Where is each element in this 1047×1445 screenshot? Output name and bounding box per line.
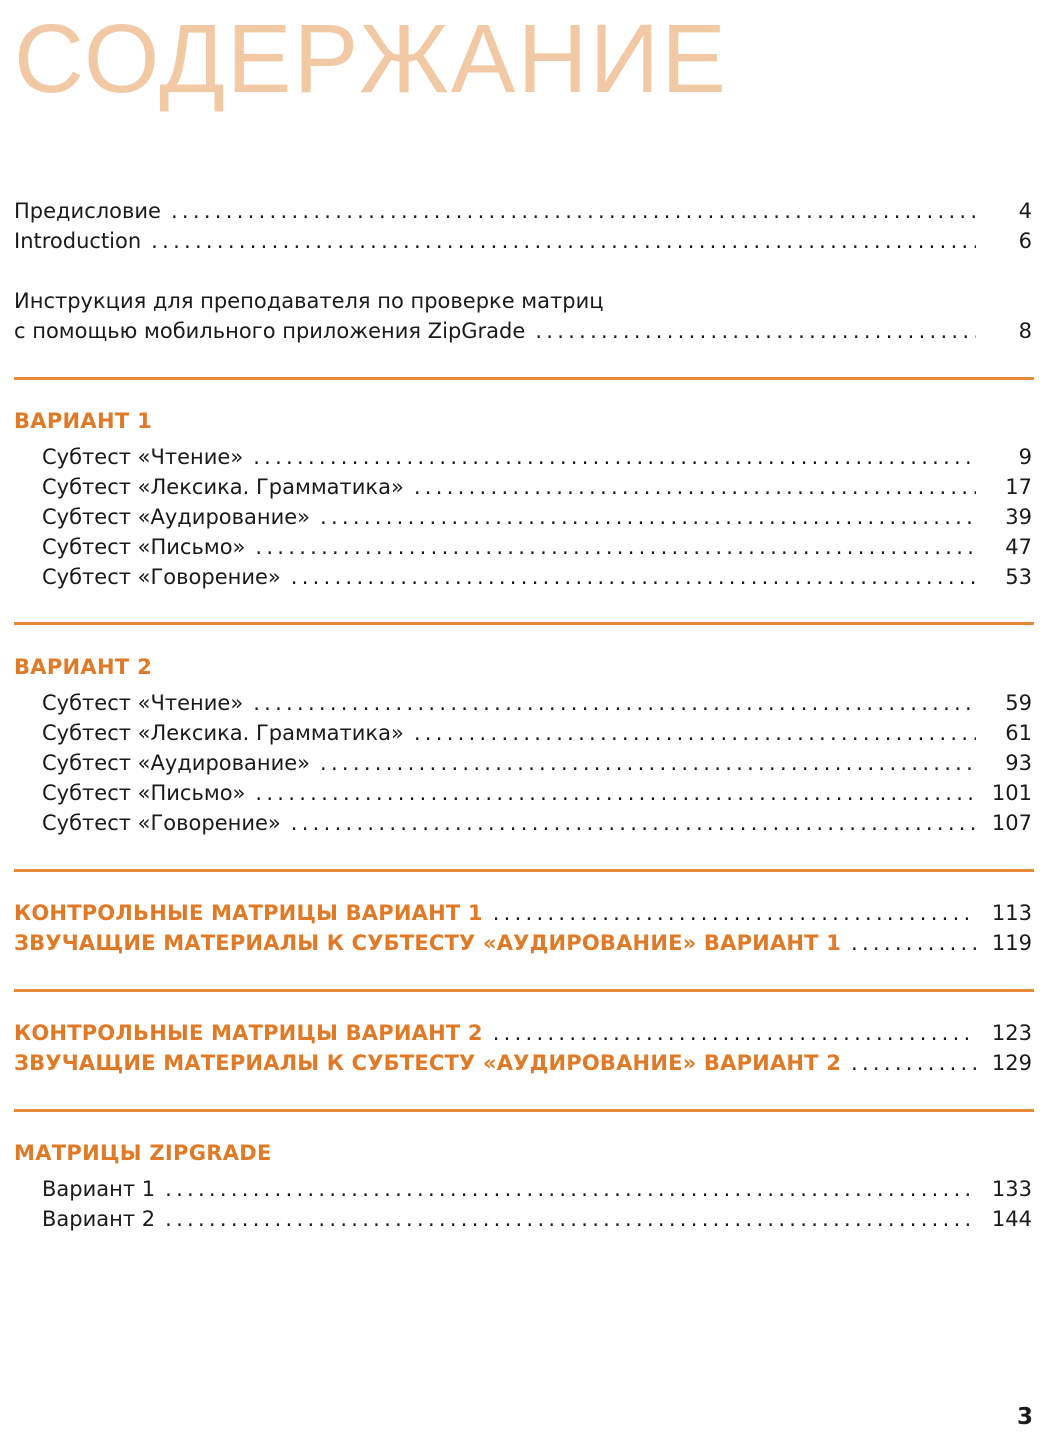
toc-entry-page: 53 — [1005, 565, 1032, 589]
toc-entry-control-matrices-v2[interactable] — [14, 1018, 1032, 1048]
dot-leader — [165, 1204, 976, 1234]
toc-entry-page: 6 — [1018, 229, 1032, 253]
toc-entry-introduction[interactable] — [14, 226, 1032, 256]
toc-entry-page: 47 — [1005, 535, 1032, 559]
toc-entry-instruction-line1: Инструкция для преподавателя по проверке матриц — [14, 289, 604, 313]
toc-entry-page: 39 — [1005, 505, 1032, 529]
toc-entry-page: 61 — [1005, 721, 1032, 745]
toc-entry-page: 133 — [991, 1177, 1032, 1201]
toc-entry-label: Субтест «Говорение» — [42, 565, 281, 589]
dot-leader — [320, 748, 976, 778]
toc-entry-label: Субтест «Аудирование» — [42, 505, 311, 529]
toc-entry-page: 144 — [991, 1207, 1032, 1231]
dot-leader — [255, 532, 976, 562]
toc-entry-page: 8 — [1018, 319, 1032, 343]
toc-entry-label: Субтест «Лексика. Грамматика» — [42, 475, 404, 499]
dot-leader — [151, 226, 976, 256]
toc-entry-label: Субтест «Чтение» — [42, 691, 244, 715]
dot-leader — [493, 898, 976, 928]
toc-entry-preface[interactable] — [14, 196, 1032, 226]
toc-entry-label: Introduction — [14, 229, 142, 253]
dot-leader — [165, 1174, 976, 1204]
section-divider — [14, 1109, 1034, 1112]
toc-entry-v2-listening[interactable] — [42, 748, 1032, 778]
dot-leader — [851, 928, 976, 958]
dot-leader — [535, 316, 976, 346]
toc-entry-audio-materials-v1[interactable] — [14, 928, 1032, 958]
toc-entry-v1-reading[interactable] — [42, 442, 1032, 472]
toc-entry-label: Субтест «Лексика. Грамматика» — [42, 721, 404, 745]
toc-entry-label: Вариант 1 — [42, 1177, 156, 1201]
section-divider — [14, 622, 1034, 625]
toc-entry-label: Субтест «Письмо» — [42, 781, 246, 805]
toc-entry-page: 113 — [991, 901, 1032, 925]
toc-entry-label: Субтест «Говорение» — [42, 811, 281, 835]
toc-entry-page: 123 — [991, 1021, 1032, 1045]
dot-leader — [493, 1018, 976, 1048]
dot-leader — [291, 808, 976, 838]
dot-leader — [253, 442, 976, 472]
toc-entry-v1-speaking[interactable] — [42, 562, 1032, 592]
dot-leader — [851, 1048, 976, 1078]
toc-entry-label: Субтест «Письмо» — [42, 535, 246, 559]
toc-entry-label: КОНТРОЛЬНЫЕ МАТРИЦЫ ВАРИАНТ 1 — [14, 901, 483, 925]
dot-leader — [320, 502, 976, 532]
toc-entry-page: 107 — [991, 811, 1032, 835]
section-divider — [14, 989, 1034, 992]
toc-entry-v2-lexis-grammar[interactable] — [42, 718, 1032, 748]
section-heading-zipgrade[interactable]: МАТРИЦЫ ZIPGRADE — [14, 1141, 272, 1165]
toc-entry-v2-speaking[interactable] — [42, 808, 1032, 838]
section-divider — [14, 869, 1034, 872]
toc-entry-page: 59 — [1005, 691, 1032, 715]
dot-leader — [291, 562, 976, 592]
toc-entry-page: 119 — [991, 931, 1032, 955]
toc-entry-v2-writing[interactable] — [42, 778, 1032, 808]
toc-entry-label: Вариант 2 — [42, 1207, 156, 1231]
page-number: 3 — [1016, 1404, 1033, 1430]
toc-entry-zipgrade-v2[interactable] — [42, 1204, 1032, 1234]
dot-leader — [253, 688, 976, 718]
toc-entry-zipgrade-v1[interactable] — [42, 1174, 1032, 1204]
toc-entry-audio-materials-v2[interactable] — [14, 1048, 1032, 1078]
toc-entry-label: ЗВУЧАЩИЕ МАТЕРИАЛЫ К СУБТЕСТУ «АУДИРОВАНИЕ» ВАРИАНТ 2 — [14, 1051, 842, 1075]
toc-entry-label: Субтест «Чтение» — [42, 445, 244, 469]
section-heading-variant-1[interactable]: ВАРИАНТ 1 — [14, 409, 153, 433]
toc-entry-label: КОНТРОЛЬНЫЕ МАТРИЦЫ ВАРИАНТ 2 — [14, 1021, 483, 1045]
section-divider — [14, 377, 1034, 380]
toc-entry-instruction[interactable] — [14, 316, 1032, 346]
dot-leader — [171, 196, 976, 226]
toc-entry-label: ЗВУЧАЩИЕ МАТЕРИАЛЫ К СУБТЕСТУ «АУДИРОВАНИЕ» ВАРИАНТ 1 — [14, 931, 842, 955]
section-heading-variant-2[interactable]: ВАРИАНТ 2 — [14, 655, 153, 679]
toc-entry-page: 101 — [991, 781, 1032, 805]
toc-entry-label: Субтест «Аудирование» — [42, 751, 311, 775]
toc-entry-v1-writing[interactable] — [42, 532, 1032, 562]
toc-entry-v2-reading[interactable] — [42, 688, 1032, 718]
toc-entry-page: 4 — [1018, 199, 1032, 223]
toc-entry-v1-lexis-grammar[interactable] — [42, 472, 1032, 502]
dot-leader — [414, 472, 976, 502]
toc-entry-v1-listening[interactable] — [42, 502, 1032, 532]
toc-entry-control-matrices-v1[interactable] — [14, 898, 1032, 928]
toc-entry-page: 129 — [991, 1051, 1032, 1075]
toc-entry-label: Предисловие — [14, 199, 161, 223]
dot-leader — [414, 718, 976, 748]
toc-entry-page: 9 — [1018, 445, 1032, 469]
toc-entry-page: 93 — [1005, 751, 1032, 775]
page-title: СОДЕРЖАНИЕ — [14, 4, 728, 113]
toc-entry-page: 17 — [1005, 475, 1032, 499]
toc-entry-label: с помощью мобильного приложения ZipGrade — [14, 319, 526, 343]
dot-leader — [255, 778, 976, 808]
